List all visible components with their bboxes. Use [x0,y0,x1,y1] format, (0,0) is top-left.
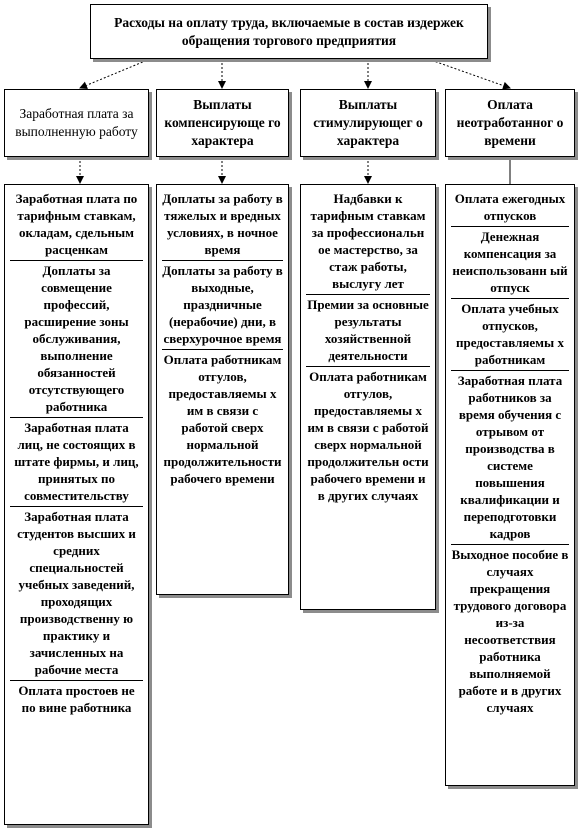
list-item: Надбавки к тарифным ставкам за профессиональн ое мастерство, за стаж работы, выслугу лет [310,191,426,291]
column-incentive-items [300,184,436,610]
category-label: Выплаты компенсирующе го характера [164,97,281,148]
list-item: Заработная плата по тарифным ставкам, окладам, сдельным расценкам [15,191,138,257]
column-salary-items [4,184,149,825]
list-item: Денежная компенсация за неиспользованн ый отпуск [451,226,569,298]
list-item: Выходное пособие в случаях прекращения трудового договора из-за несоответствия работника выполняемой работе и в других случаях [451,544,569,718]
category-label: Выплаты стимулирующег о характера [313,97,423,148]
category-compensation-payments [156,89,289,157]
list-item: Премии за основные результаты хозяйственной деятельности [306,294,430,366]
list-item: Заработная плата лиц, не состоящих в штате фирмы, и лиц, принятых по совместительству [10,417,143,506]
root-title: Расходы на оплату труда, включаемые в состав издержек обращения торгового предприятия [114,14,464,48]
root-box [90,4,488,59]
column-compensation-items [156,184,289,595]
list-item: Доплаты за совмещение профессий, расширение зоны обслуживания, выполнение обязанностей отсутствующего работника [10,260,143,417]
arrow-root-to-cat1 [80,59,150,88]
category-label: Заработная плата за выполненную работу [15,106,138,139]
arrow-root-to-cat4 [428,59,510,88]
category-incentive-payments [300,89,436,157]
list-item: Оплата работникам отгулов, предоставляемы х им в связи с работой сверх нормальной продолжительн ости рабочего времени и в других случаях [306,366,430,506]
category-label: Оплата неотработанног о времени [456,97,564,148]
list-item: Доплаты за работу в выходные, праздничные (нерабочие) дни, в сверхурочное время [162,260,283,349]
list-item: Заработная плата студентов высших и средних специальностей учебных заведений, проходящих производственну ю практику и зачисленных на рабочие места [10,506,143,680]
category-unworked-time [445,89,575,157]
category-salary-for-work [4,89,149,157]
list-item: Заработная плата работников за время обучения с отрывом от производства в системе повышения квалификации и переподготовки кадров [451,370,569,544]
list-item: Оплата учебных отпусков, предоставляемы х работникам [451,298,569,370]
list-item: Доплаты за работу в тяжелых и вредных условиях, в ночное время [162,191,283,257]
list-item: Оплата ежегодных отпусков [454,191,566,223]
list-item: Оплата простоев не по вине работника [10,680,143,718]
list-item: Оплата работникам отгулов, предоставляемы х им в связи с работой сверх нормальной продолжительности рабочего времени [162,349,283,489]
column-unworked-time-items [445,184,575,786]
